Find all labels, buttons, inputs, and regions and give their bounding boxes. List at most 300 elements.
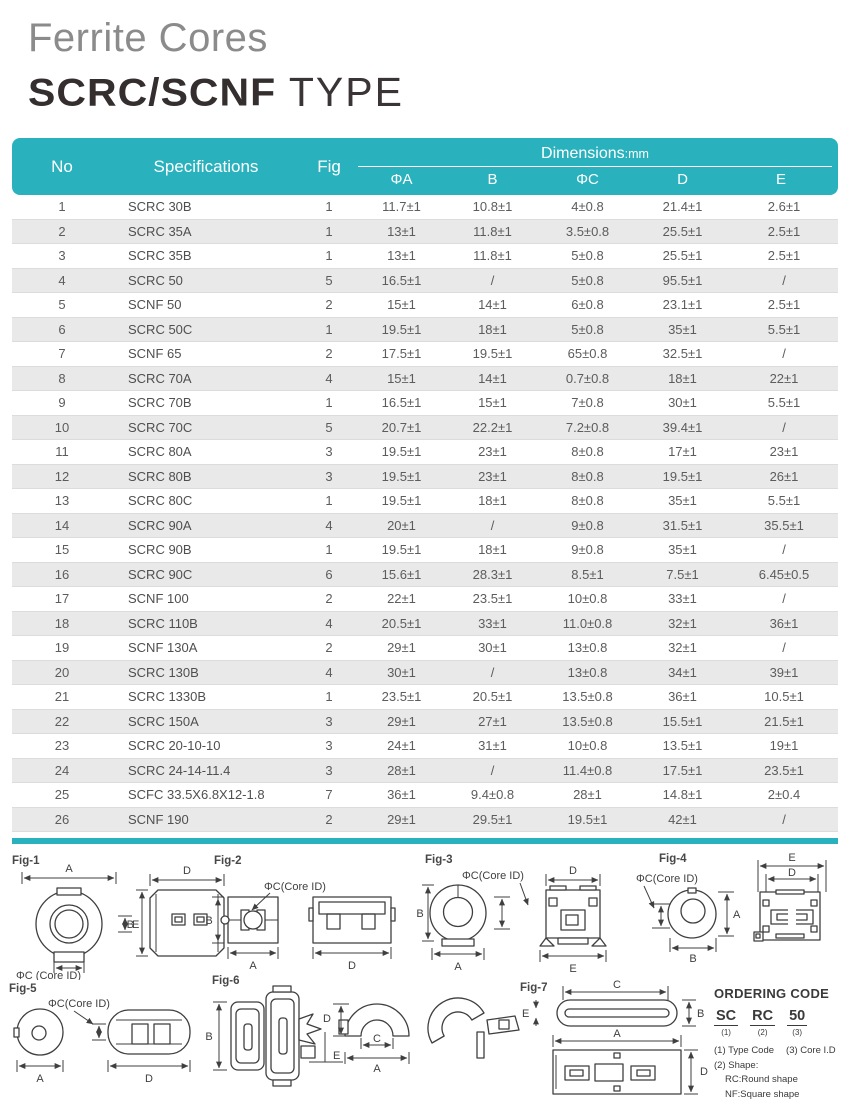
table-row [12, 318, 838, 343]
fig6-dim-c: C [373, 1033, 381, 1045]
fig3-side-view [540, 865, 606, 975]
cell-no: 10 [54, 419, 70, 435]
cell-fig: 2 [325, 811, 333, 827]
cell-dim-e: 5.5±1 [767, 493, 801, 509]
cell-fig: 4 [325, 517, 333, 533]
figure-4 [630, 848, 848, 978]
cell-dim-c: 11.4±0.8 [562, 762, 613, 778]
cell-dim-d: 31.5±1 [662, 517, 703, 533]
cell-no: 7 [58, 346, 66, 362]
cell-dim-d: 17±1 [668, 444, 697, 460]
cell-dim-a: 19.5±1 [381, 493, 422, 509]
cell-dim-a: 13±1 [387, 248, 416, 264]
code-core-id: 50 [789, 1008, 806, 1024]
cell-dim-b: / [490, 272, 495, 288]
fig7-top-view [522, 980, 704, 1026]
dimensions-unit: :mm [624, 147, 649, 161]
cell-spec: SCRC 110B [128, 615, 198, 631]
cell-dim-a: 20.7±1 [381, 419, 422, 435]
table-row [12, 636, 838, 661]
cell-fig: 1 [325, 542, 333, 558]
cell-fig: 1 [325, 493, 333, 509]
cell-dim-a: 22±1 [387, 591, 416, 607]
cell-dim-b: 22.2±1 [472, 419, 513, 435]
cell-dim-c: 9±0.8 [571, 517, 604, 533]
cell-spec: SCRC 20-10-10 [128, 738, 221, 754]
table-row [12, 440, 838, 465]
table-row [12, 391, 838, 416]
col-group-dimensions [358, 138, 838, 195]
cell-dim-c: 7.2±0.8 [565, 419, 610, 435]
cell-dim-e: 23±1 [769, 444, 799, 460]
fig4-dim-b: B [689, 953, 697, 965]
cell-dim-e: 35.5±1 [764, 517, 804, 533]
cell-spec: SCRC 35A [128, 223, 192, 239]
fig5-dim-d: D [145, 1073, 153, 1085]
table-row [12, 734, 838, 759]
note-core-id: (3) Core I.D [786, 1045, 836, 1056]
col-header-fig: Fig [317, 156, 341, 176]
col-header-dim-b: B [487, 171, 498, 188]
cell-dim-d: 25.5±1 [662, 248, 703, 264]
cell-dim-c: 5±0.8 [571, 272, 604, 288]
figure-7 [516, 980, 722, 1106]
cell-dim-b: 18±1 [478, 321, 507, 337]
cell-dim-c: 13±0.8 [567, 664, 608, 680]
cell-dim-e: 39±1 [769, 664, 799, 680]
ordering-code-part-3 [787, 1008, 807, 1037]
cell-no: 20 [54, 664, 70, 680]
cell-no: 8 [58, 370, 66, 386]
cell-fig: 2 [325, 346, 333, 362]
cell-dim-c: 8±0.8 [571, 444, 604, 460]
fig5-dim-a: A [36, 1073, 44, 1085]
cell-dim-c: 10±0.8 [567, 591, 608, 607]
cell-dim-b: 11.8±1 [473, 248, 512, 264]
figure-7-label: Fig-7 [520, 982, 548, 994]
cell-spec: SCRC 90A [128, 517, 192, 533]
cell-spec: SCNF 100 [128, 591, 189, 607]
cell-spec: SCRC 50C [128, 321, 193, 337]
cell-dim-b: 29.5±1 [472, 811, 513, 827]
cell-no: 22 [54, 713, 70, 729]
table-row [12, 220, 838, 245]
cell-dim-b: 31±1 [478, 738, 507, 754]
cell-spec: SCNF 65 [128, 346, 182, 362]
cell-dim-b: 10.8±1 [472, 199, 513, 215]
table-row [12, 538, 838, 563]
fig4-core-id-label: ΦC(Core ID) [636, 873, 698, 885]
fig2-dim-d: D [348, 960, 356, 972]
table-row [12, 759, 838, 784]
cell-dim-a: 11.7±1 [382, 199, 421, 215]
fig1-dim-e: E [132, 919, 140, 931]
cell-fig: 1 [325, 248, 333, 264]
cell-dim-c: 8±0.8 [571, 468, 604, 484]
figure-2-label: Fig-2 [214, 855, 242, 867]
cell-no: 15 [54, 542, 70, 558]
fig4-dim-a: A [733, 909, 741, 921]
fig6-dim-d: D [323, 1013, 331, 1025]
cell-spec: SCRC 50 [128, 272, 183, 288]
cell-dim-c: 4±0.8 [571, 199, 604, 215]
cell-dim-a: 23.5±1 [381, 689, 422, 705]
cell-fig: 3 [325, 468, 333, 484]
fig7-bottom-view [553, 1028, 708, 1094]
fig6-dim-e: E [333, 1050, 341, 1062]
cell-dim-a: 19.5±1 [381, 321, 422, 337]
cell-dim-a: 16.5±1 [381, 272, 422, 288]
cell-fig: 4 [325, 370, 333, 386]
cell-dim-b: 18±1 [478, 542, 507, 558]
col-header-dim-e: E [775, 171, 786, 188]
cell-dim-d: 42±1 [668, 811, 697, 827]
cell-dim-e: 5.5±1 [767, 395, 801, 411]
col-header-no: No [51, 156, 73, 176]
cell-fig: 1 [325, 223, 333, 239]
cell-dim-e: / [782, 591, 786, 607]
cell-spec: SCFC 33.5X6.8X12-1.8 [128, 787, 265, 803]
cell-dim-d: 35±1 [668, 321, 697, 337]
fig7-dim-b: B [697, 1008, 705, 1020]
cell-dim-b: 14±1 [478, 370, 507, 386]
table-row [12, 710, 838, 735]
cell-dim-e: 26±1 [769, 468, 799, 484]
table-row [12, 514, 838, 539]
fig7-dim-d: D [700, 1066, 708, 1078]
cell-spec: SCRC 130B [128, 664, 199, 680]
table-row [12, 269, 838, 294]
cell-no: 25 [54, 787, 70, 803]
cell-no: 11 [55, 444, 69, 460]
cell-spec: SCRC 70A [128, 370, 192, 386]
table-row [12, 342, 838, 367]
ordering-code-part-1 [714, 1008, 738, 1037]
cell-dim-d: 35±1 [668, 493, 697, 509]
cell-no: 4 [58, 272, 66, 288]
cell-dim-c: 19.5±1 [567, 811, 608, 827]
cell-dim-c: 28±1 [573, 787, 602, 803]
fig3-dim-d: D [569, 865, 577, 877]
figure-6 [203, 974, 525, 1106]
cell-dim-b: 18±1 [478, 493, 507, 509]
cell-dim-d: 30±1 [668, 395, 697, 411]
cell-dim-a: 20±1 [387, 517, 416, 533]
table-row [12, 195, 838, 220]
fig6-dim-b: B [205, 1031, 213, 1043]
col-header-dim-d: D [677, 171, 688, 188]
cell-no: 19 [54, 640, 70, 656]
fig1-dim-b: B [126, 919, 134, 931]
cell-spec: SCNF 50 [128, 297, 182, 313]
table-row [12, 612, 838, 637]
cell-no: 1 [58, 199, 66, 215]
note-square-shape: NF:Square shape [725, 1089, 800, 1101]
fig3-dim-b: B [416, 908, 424, 920]
cell-dim-b: 23±1 [478, 468, 507, 484]
fig7-dim-e: E [522, 1008, 530, 1020]
figure-3-label: Fig-3 [425, 854, 453, 866]
cell-dim-c: 6±0.8 [571, 297, 604, 313]
dimension-subheaders [358, 167, 832, 188]
cell-dim-a: 19.5±1 [381, 468, 422, 484]
cell-dim-e: 2±0.4 [767, 787, 801, 803]
ordering-code-notes [714, 1044, 850, 1103]
cell-dim-e: 22±1 [769, 370, 799, 386]
fig2-dim-b: B [205, 915, 213, 927]
fig5-core-id-label: ΦC(Core ID) [48, 998, 110, 1010]
fig4-dim-d: D [788, 867, 796, 879]
cell-spec: SCNF 130A [128, 640, 198, 656]
figure-4-label: Fig-4 [659, 853, 687, 865]
cell-dim-a: 17.5±1 [381, 346, 422, 362]
cell-spec: SCRC 24-14-11.4 [128, 762, 231, 778]
cell-no: 16 [54, 566, 70, 582]
cell-fig: 2 [325, 640, 333, 656]
cell-no: 9 [58, 395, 66, 411]
fig1-front-view [16, 863, 139, 980]
fig5-front-view [14, 1009, 63, 1085]
table-row [12, 685, 838, 710]
ordering-code-title: ORDERING CODE [714, 986, 830, 1001]
cell-dim-d: 39.4±1 [662, 419, 703, 435]
fig6-dim-a: A [373, 1063, 381, 1075]
cell-fig: 1 [325, 689, 333, 705]
fig5-side-view [92, 1010, 190, 1085]
cell-dim-d: 7.5±1 [666, 566, 699, 582]
cell-dim-d: 32.5±1 [662, 346, 703, 362]
cell-dim-c: 0.7±0.8 [565, 370, 610, 386]
cell-dim-d: 17.5±1 [662, 762, 703, 778]
cell-dim-e: / [782, 811, 786, 827]
fig1-dim-d: D [183, 865, 191, 877]
dimensions-group-title [358, 145, 832, 167]
code-core-id-index: (3) [792, 1028, 803, 1037]
cell-dim-b: 14±1 [478, 297, 507, 313]
cell-spec: SCRC 35B [128, 248, 192, 264]
cell-dim-e: 2.6±1 [767, 199, 801, 215]
cell-no: 17 [54, 591, 70, 607]
note-line-1 [714, 1044, 850, 1059]
cell-fig: 7 [325, 787, 333, 803]
cell-spec: SCRC 90C [128, 566, 193, 582]
cell-dim-e: / [782, 419, 786, 435]
cell-dim-a: 29±1 [387, 640, 416, 656]
cell-dim-b: 9.4±0.8 [470, 787, 515, 803]
fig1-dim-a: A [65, 863, 73, 875]
cell-fig: 2 [325, 591, 333, 607]
cell-no: 6 [58, 321, 66, 337]
cell-dim-c: 9±0.8 [571, 542, 604, 558]
cell-no: 5 [58, 297, 66, 313]
figure-1-label: Fig-1 [12, 855, 40, 867]
cell-dim-d: 18±1 [668, 370, 697, 386]
table-row [12, 465, 838, 490]
cell-dim-a: 28±1 [387, 762, 416, 778]
cell-spec: SCRC 80C [128, 493, 193, 509]
cell-dim-c: 5±0.8 [571, 321, 604, 337]
table-row [12, 808, 838, 833]
cell-dim-e: 10.5±1 [764, 689, 804, 705]
cell-dim-b: 30±1 [478, 640, 507, 656]
cell-spec: SCRC 80A [128, 444, 192, 460]
cell-dim-d: 21.4±1 [662, 199, 703, 215]
cell-dim-a: 20.5±1 [381, 615, 422, 631]
cell-dim-b: 15±1 [478, 395, 507, 411]
cell-dim-a: 16.5±1 [381, 395, 422, 411]
fig1-core-id-label: ΦC (Core ID) [16, 970, 82, 980]
cell-no: 26 [54, 811, 70, 827]
cell-dim-b: 33±1 [478, 615, 507, 631]
cell-dim-a: 29±1 [387, 811, 416, 827]
cell-dim-e: 2.5±1 [767, 223, 801, 239]
cell-dim-c: 8±0.8 [571, 493, 604, 509]
figures-section [0, 848, 850, 1106]
cell-dim-e: / [782, 272, 786, 288]
fig6-clip-shape [299, 1014, 321, 1044]
cell-dim-a: 29±1 [387, 713, 416, 729]
cell-fig: 2 [325, 297, 333, 313]
table-row [12, 783, 838, 808]
code-type: SC [716, 1008, 737, 1024]
cell-dim-a: 15±1 [387, 370, 416, 386]
code-type-index: (1) [721, 1028, 731, 1037]
cell-dim-c: 11.0±0.8 [562, 615, 613, 631]
cell-dim-b: 23.5±1 [472, 591, 513, 607]
table-header [12, 138, 838, 195]
table-row [12, 293, 838, 318]
cell-spec: SCRC 30B [128, 199, 192, 215]
cell-dim-e: 6.45±0.5 [758, 566, 810, 582]
page-title: Ferrite Cores [28, 16, 268, 60]
cell-dim-b: 27±1 [478, 713, 507, 729]
cell-spec: SCRC 70C [128, 419, 193, 435]
code-shape-index: (2) [757, 1028, 768, 1037]
cell-dim-e: 21.5±1 [764, 713, 804, 729]
cell-spec: SCRC 150A [128, 713, 199, 729]
cell-dim-c: 13.5±0.8 [562, 713, 613, 729]
cell-fig: 1 [325, 395, 333, 411]
table-row [12, 416, 838, 441]
cell-dim-d: 32±1 [668, 615, 697, 631]
spec-table [12, 138, 838, 832]
cell-dim-c: 8.5±1 [571, 566, 604, 582]
cell-fig: 6 [325, 566, 333, 582]
cell-no: 21 [54, 689, 70, 705]
table-body [12, 195, 838, 832]
cell-dim-a: 36±1 [387, 787, 416, 803]
cell-dim-d: 32±1 [668, 640, 697, 656]
cell-dim-c: 65±0.8 [567, 346, 608, 362]
cell-dim-c: 13±0.8 [567, 640, 608, 656]
cell-dim-b: / [490, 517, 495, 533]
cell-dim-d: 15.5±1 [662, 713, 703, 729]
subtitle-type-code: SCRC/SCNF [28, 69, 277, 115]
cell-dim-d: 23.1±1 [662, 297, 703, 313]
cell-fig: 3 [325, 444, 333, 460]
cell-dim-d: 13.5±1 [662, 738, 703, 754]
cell-dim-d: 25.5±1 [662, 223, 703, 239]
cell-no: 18 [54, 615, 70, 631]
cell-dim-b: 11.8±1 [473, 223, 512, 239]
fig4-dim-e: E [788, 852, 796, 864]
fig3-front-view [416, 885, 510, 973]
cell-dim-c: 5±0.8 [571, 248, 604, 264]
cell-dim-d: 95.5±1 [662, 272, 703, 288]
cell-dim-d: 34±1 [668, 664, 697, 680]
cell-dim-d: 19.5±1 [662, 468, 703, 484]
cell-dim-e: 23.5±1 [764, 762, 804, 778]
cell-dim-a: 19.5±1 [381, 444, 422, 460]
cell-dim-d: 14.8±1 [662, 787, 703, 803]
table-row [12, 244, 838, 269]
cell-dim-c: 10±0.8 [567, 738, 608, 754]
cell-no: 13 [54, 493, 70, 509]
cell-no: 24 [54, 762, 70, 778]
table-row [12, 563, 838, 588]
cell-dim-e: 36±1 [769, 615, 799, 631]
cell-fig: 1 [325, 321, 333, 337]
fig7-dim-a: A [613, 1028, 621, 1040]
cell-dim-e: 19±1 [769, 738, 799, 754]
fig2-core-id-label: ΦC(Core ID) [264, 881, 326, 893]
cell-fig: 3 [325, 738, 333, 754]
cell-fig: 3 [325, 762, 333, 778]
page-subtitle [28, 69, 850, 116]
cell-no: 3 [58, 248, 66, 264]
cell-dim-e: / [782, 542, 786, 558]
cell-dim-c: 13.5±0.8 [562, 689, 613, 705]
figure-1 [6, 852, 236, 980]
figure-3 [416, 850, 628, 980]
fig3-dim-e: E [569, 963, 577, 975]
fig4-side-view [754, 852, 826, 941]
col-header-dim-c: ΦC [576, 171, 599, 188]
fig3-core-id-label: ΦC(Core ID) [462, 870, 524, 882]
cell-dim-a: 13±1 [387, 223, 416, 239]
cell-dim-e: 2.5±1 [767, 297, 801, 313]
cell-dim-b: 28.3±1 [472, 566, 513, 582]
fig2-dim-a: A [249, 960, 257, 972]
table-row [12, 661, 838, 686]
cell-dim-e: 5.5±1 [767, 321, 801, 337]
cell-dim-a: 24±1 [387, 738, 416, 754]
cell-spec: SCRC 70B [128, 395, 192, 411]
cell-dim-b: 20.5±1 [472, 689, 513, 705]
fig6-connector-shape [487, 1016, 519, 1034]
fig6-clamp-view [205, 986, 343, 1086]
cell-dim-a: 19.5±1 [381, 542, 422, 558]
cell-fig: 4 [325, 615, 333, 631]
fig4-front-view [652, 888, 741, 965]
table-row [12, 489, 838, 514]
fig3-dim-a: A [454, 961, 462, 973]
table-row [12, 367, 838, 392]
cell-no: 23 [54, 738, 70, 754]
page-header [0, 0, 850, 116]
cell-spec: SCNF 190 [128, 811, 189, 827]
cell-dim-c: 3.5±0.8 [565, 223, 610, 239]
cell-dim-e: / [782, 346, 786, 362]
cell-dim-a: 15±1 [387, 297, 416, 313]
cell-dim-d: 36±1 [668, 689, 697, 705]
cell-spec: SCRC 90B [128, 542, 192, 558]
cell-dim-c: 7±0.8 [571, 395, 604, 411]
cell-spec: SCRC 80B [128, 468, 192, 484]
figure-5-label: Fig-5 [9, 983, 37, 995]
figure-5 [4, 980, 204, 1106]
cell-no: 2 [58, 223, 66, 239]
